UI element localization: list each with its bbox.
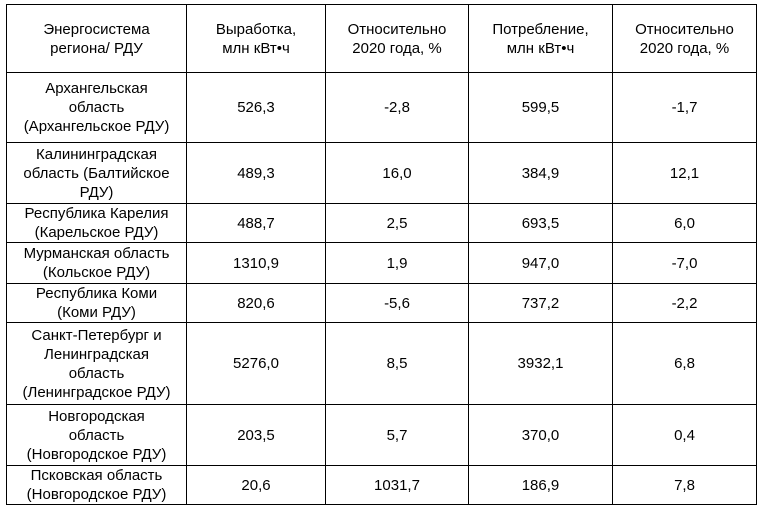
- table-row: [7, 405, 757, 466]
- cell-generation: 20,6: [187, 466, 326, 505]
- cell-generation-change: 2,5: [326, 204, 469, 243]
- cell-region: Мурманская область (Кольское РДУ): [7, 243, 187, 284]
- table-row: [7, 466, 757, 505]
- cell-generation: 489,3: [187, 143, 326, 204]
- table-container: [6, 4, 757, 505]
- cell-generation: 488,7: [187, 204, 326, 243]
- cell-generation: 820,6: [187, 284, 326, 323]
- cell-region: Санкт-Петербург и Ленинградская область (Ленинградское РДУ): [7, 323, 187, 405]
- table-row: [7, 204, 757, 243]
- cell-generation: 5276,0: [187, 323, 326, 405]
- cell-generation-change: -5,6: [326, 284, 469, 323]
- header-consumption: Потребление, млн кВт•ч: [469, 5, 613, 73]
- cell-generation-change: 1,9: [326, 243, 469, 284]
- cell-generation: 203,5: [187, 405, 326, 466]
- header-generation: Выработка, млн кВт•ч: [187, 5, 326, 73]
- cell-generation: 526,3: [187, 73, 326, 143]
- cell-region: Архангельская область (Архангельское РДУ): [7, 73, 187, 143]
- cell-consumption-change: 0,4: [613, 405, 757, 466]
- cell-consumption: 693,5: [469, 204, 613, 243]
- table-row: [7, 323, 757, 405]
- energy-table: [6, 4, 757, 505]
- cell-consumption-change: 12,1: [613, 143, 757, 204]
- cell-consumption: 3932,1: [469, 323, 613, 405]
- table-row: [7, 284, 757, 323]
- cell-region: Республика Карелия (Карельское РДУ): [7, 204, 187, 243]
- cell-consumption-change: 7,8: [613, 466, 757, 505]
- cell-consumption: 384,9: [469, 143, 613, 204]
- cell-region: Калининградская область (Балтийское РДУ): [7, 143, 187, 204]
- cell-consumption-change: -7,0: [613, 243, 757, 284]
- cell-consumption: 947,0: [469, 243, 613, 284]
- cell-region: Республика Коми (Коми РДУ): [7, 284, 187, 323]
- cell-generation: 1310,9: [187, 243, 326, 284]
- cell-consumption-change: -1,7: [613, 73, 757, 143]
- cell-generation-change: 16,0: [326, 143, 469, 204]
- cell-consumption: 599,5: [469, 73, 613, 143]
- header-generation-change: Относительно 2020 года, %: [326, 5, 469, 73]
- header-consumption-change: Относительно 2020 года, %: [613, 5, 757, 73]
- cell-consumption: 186,9: [469, 466, 613, 505]
- header-region: Энергосистема региона/ РДУ: [7, 5, 187, 73]
- cell-consumption-change: 6,8: [613, 323, 757, 405]
- table-row: [7, 243, 757, 284]
- cell-region: Псковская область (Новгородское РДУ): [7, 466, 187, 505]
- cell-generation-change: 1031,7: [326, 466, 469, 505]
- cell-consumption: 737,2: [469, 284, 613, 323]
- cell-generation-change: 8,5: [326, 323, 469, 405]
- cell-consumption-change: 6,0: [613, 204, 757, 243]
- cell-region: Новгородская область (Новгородское РДУ): [7, 405, 187, 466]
- table-row: [7, 73, 757, 143]
- cell-generation-change: 5,7: [326, 405, 469, 466]
- cell-consumption-change: -2,2: [613, 284, 757, 323]
- table-row: [7, 143, 757, 204]
- header-row: [7, 5, 757, 73]
- cell-generation-change: -2,8: [326, 73, 469, 143]
- cell-consumption: 370,0: [469, 405, 613, 466]
